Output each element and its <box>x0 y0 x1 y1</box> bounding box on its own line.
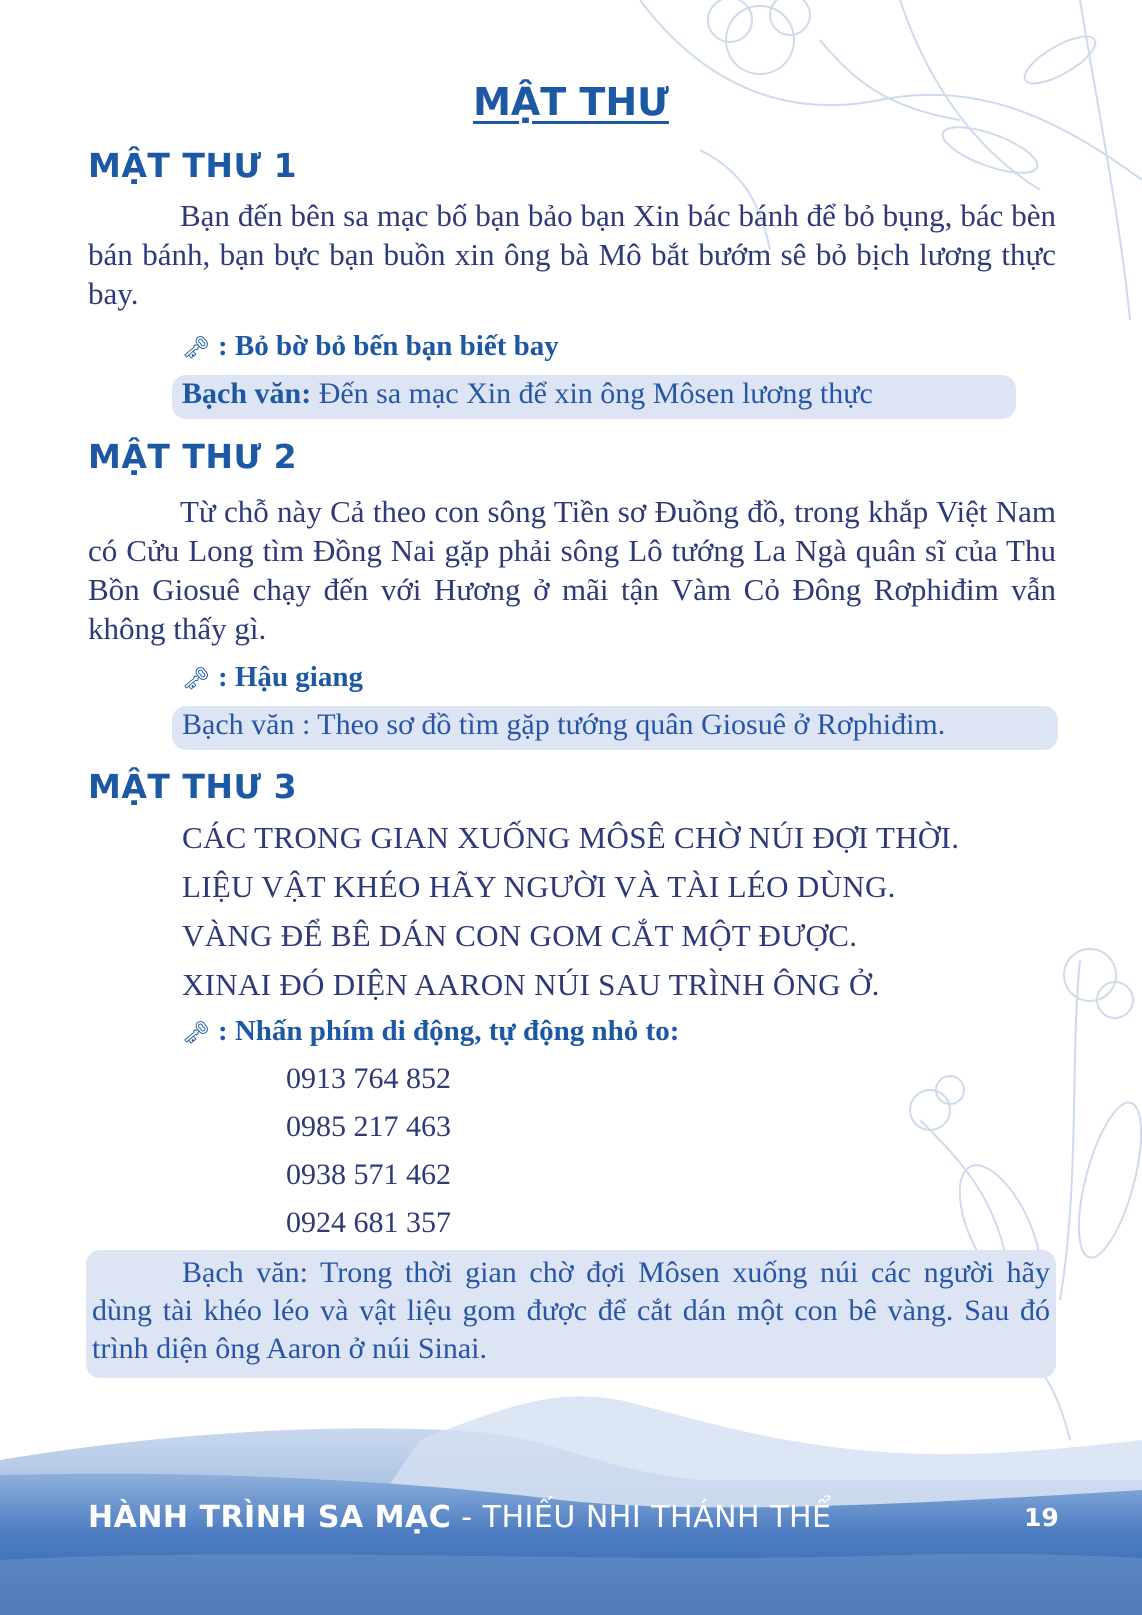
key-icon: 🗝 <box>182 1020 210 1045</box>
section-body-1-text: Bạn đến bên sa mạc bố bạn bảo bạn Xin bác bánh để bỏ bụng, bác bèn bán bánh, bạn bực bạn buồn xin ông bà Mô bắt bướm sê bỏ bịch lương thực bay. <box>88 198 1056 311</box>
cipher-line: CÁC TRONG GIAN XUỐNG MÔSÊ CHỜ NÚI ĐỢI THỜI. <box>182 820 960 855</box>
key-icon: 🗝 <box>182 335 210 360</box>
answer-box-1 <box>172 375 1016 419</box>
answer-text-1: Đến sa mạc Xin để xin ông Môsen lương thực <box>311 377 873 410</box>
key-icon: 🗝 <box>182 666 210 691</box>
section-body-2 <box>88 492 1056 648</box>
key-text-2: : Hậu giang <box>217 661 363 693</box>
cipher-line: LIỆU VẬT KHÉO HÃY NGƯỜI VÀ TÀI LÉO DÙNG. <box>182 869 896 904</box>
footer-book-title <box>88 1500 831 1535</box>
section-heading-1: MẬT THƯ 1 <box>88 146 298 185</box>
answer-text-2: Bạch văn : Theo sơ đồ tìm gặp tướng quân Giosuê ở Rơphiđim. <box>182 708 946 741</box>
cipher-line: VÀNG ĐỂ BÊ DÁN CON GOM CẮT MỘT ĐƯỢC. <box>182 918 858 953</box>
footer-title-main: HÀNH TRÌNH SA MẠC <box>88 1500 452 1535</box>
key-text-1: : Bỏ bờ bỏ bến bạn biết bay <box>217 330 559 362</box>
phone-number: 0938 571 462 <box>286 1158 451 1191</box>
cipher-line: XINAI ĐÓ DIỆN AARON NÚI SAU TRÌNH ÔNG Ở. <box>182 967 880 1002</box>
answer-box-2 <box>172 706 1058 750</box>
section-heading-3: MẬT THƯ 3 <box>88 767 298 806</box>
section-body-1 <box>88 196 1056 313</box>
key-line-1 <box>182 330 559 363</box>
answer-box-3 <box>86 1250 1056 1378</box>
key-text-3: : Nhấn phím di động, tự động nhỏ to: <box>217 1015 680 1047</box>
phone-number: 0985 217 463 <box>286 1110 451 1143</box>
page-title: MẬT THƯ <box>473 80 669 124</box>
footer-title-sub: - THIẾU NHI THÁNH THỂ <box>451 1500 832 1535</box>
answer-text-3: Bạch văn: Trong thời gian chờ đợi Môsen xuống núi các người hãy dùng tài khéo léo và vật liệu gom được để cắt dán một con bê vàng. Sau đó trình diện ông Aaron ở núi Sinai. <box>92 1256 1050 1365</box>
phone-number: 0913 764 852 <box>286 1062 451 1095</box>
page-number: 19 <box>1024 1503 1059 1532</box>
answer-label-1: Bạch văn: <box>182 377 312 410</box>
phone-number: 0924 681 357 <box>286 1206 451 1239</box>
section-body-2-text: Từ chỗ này Cả theo con sông Tiền sơ Đuồng đồ, trong khắp Việt Nam có Cửu Long tìm Đồng Nai gặp phải sông Lô tướng La Ngà quân sĩ của Thu Bồn Giosuê chạy đến với Hương ở mãi tận Vàm Cỏ Đông Rơphiđim vẫn không thấy gì. <box>88 494 1056 646</box>
key-line-3 <box>182 1015 679 1048</box>
section-heading-2: MẬT THƯ 2 <box>88 437 298 476</box>
key-line-2 <box>182 661 363 694</box>
